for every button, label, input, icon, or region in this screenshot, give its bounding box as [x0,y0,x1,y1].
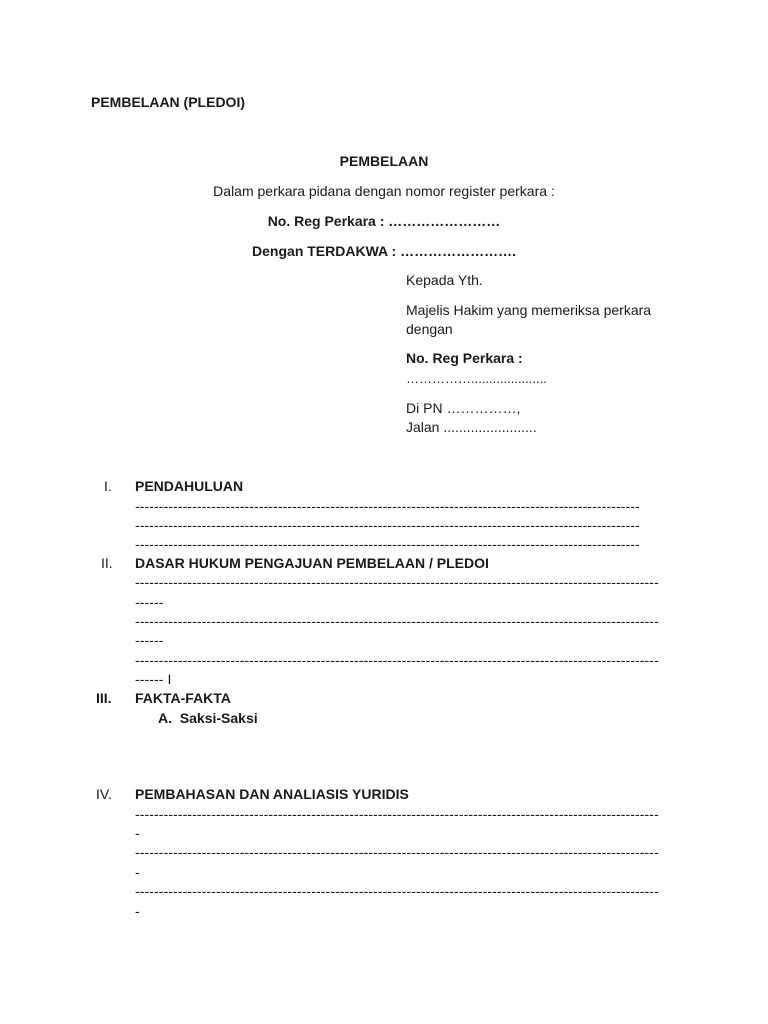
addressee-pn: Di PN ……………, [406,400,521,416]
section-number: II. [101,555,113,571]
section-title: PENDAHULUAN [135,478,244,494]
addressee-reg-dots: ……………..................... [406,371,547,386]
main-heading: PEMBELAAN [339,153,429,169]
section-title: DASAR HUKUM PENGAJUAN PEMBELAAN / PLEDOI [135,555,489,571]
dashed-line: ------ I [135,671,172,687]
dashed-line: - [135,903,140,919]
subsection-saksi: A. Saksi-Saksi [158,710,258,726]
addressee-jalan: Jalan ........................ [406,419,537,435]
dashed-line: - [135,825,140,841]
intro-text: Dalam perkara pidana dengan nomor register perkara : [213,183,555,199]
dashed-line: ------ [135,594,164,610]
dashed-line: - [135,864,140,880]
section-number: I. [104,478,112,494]
terdakwa-line: Dengan TERDAKWA : ……………………. [252,243,516,259]
dashed-line: ------ [135,632,164,648]
document-title: PEMBELAAN (PLEDOI) [91,94,245,110]
addressee-reg-label: No. Reg Perkara : [406,350,523,366]
addressee-majelis-line-1: Majelis Hakim yang memeriksa perkara [406,302,652,318]
section-number: IV. [96,786,112,802]
section-title: FAKTA-FAKTA [135,690,231,706]
section-title: PEMBAHASAN DAN ANALIASIS YURIDIS [135,786,409,802]
dashed-line: -------------------------------------------------------------------------------------------------------------- [135,574,659,590]
dashed-line: ---------------------------------------------------------------------------------------------------------- [135,517,640,533]
addressee-majelis-line-2: dengan [406,321,453,337]
dashed-line: ---------------------------------------------------------------------------------------------------------- [135,498,640,514]
dashed-line: -------------------------------------------------------------------------------------------------------------- [135,652,659,668]
dashed-line: -------------------------------------------------------------------------------------------------------------- [135,883,659,899]
dashed-line: -------------------------------------------------------------------------------------------------------------- [135,613,659,629]
dashed-line: -------------------------------------------------------------------------------------------------------------- [135,844,659,860]
reg-number-line: No. Reg Perkara : …………………… [267,213,501,229]
dashed-line: -------------------------------------------------------------------------------------------------------------- [135,806,659,822]
dashed-line: ---------------------------------------------------------------------------------------------------------- [135,536,640,552]
section-number: III. [96,690,112,706]
addressee-kepada: Kepada Yth. [406,272,483,288]
